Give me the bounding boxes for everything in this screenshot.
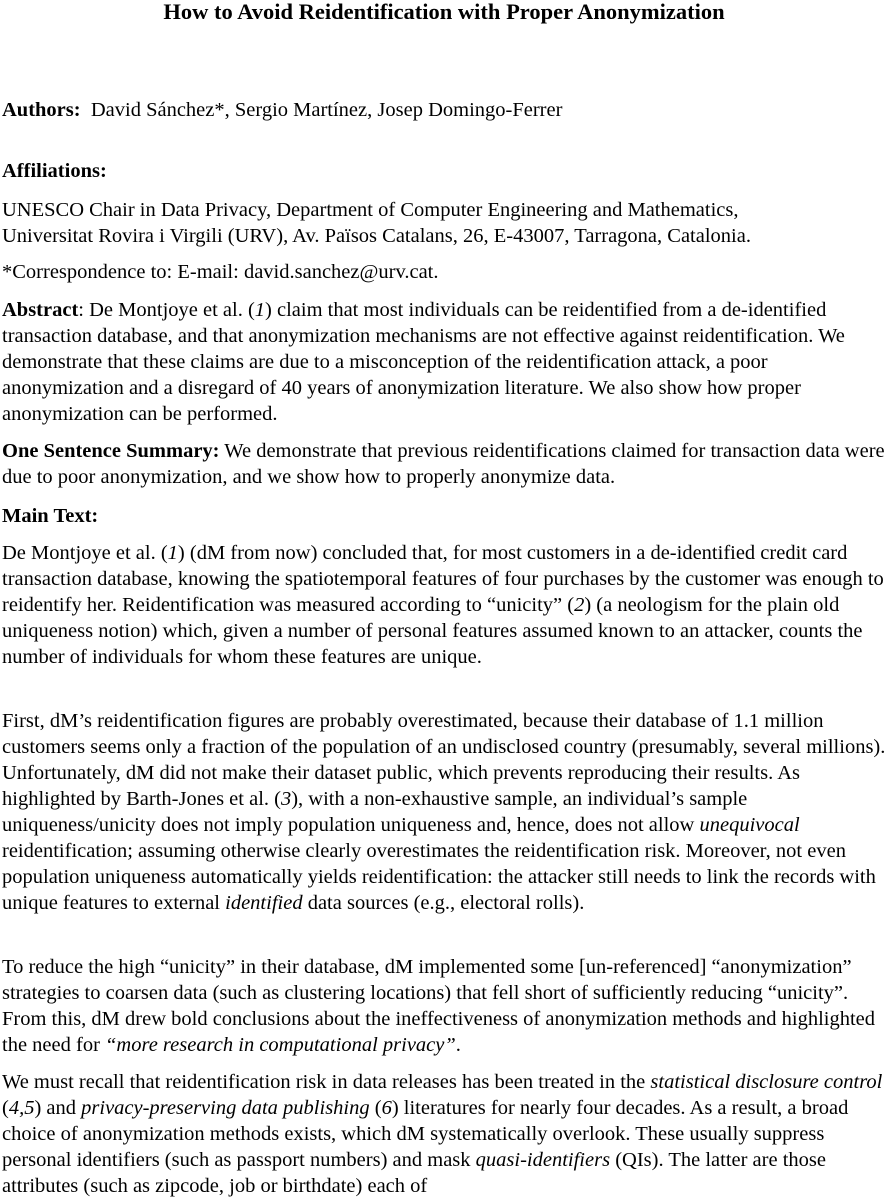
para3-text-1: To reduce the high “unicity” in their database, dM implemented some [un-referenced] “anonymization” strategies to coarsen data (such as clustering locations) that fell short of sufficiently reducing “unicity”. From this, dM drew bold conclusions about the ineffectiveness of anonymization methods and highlighted the need for xyxy=(2,956,876,1056)
correspondence-line: *Correspondence to: E-mail: david.sanchez@urv.cat. xyxy=(2,261,439,283)
para4-emphasis-qi: quasi-identifiers xyxy=(475,1149,611,1171)
affiliations-text xyxy=(2,197,888,249)
abstract-text-2: ) claim that most individuals can be reidentified from a de-identified transaction database, and that anonymization mechanisms are not effective against reidentification. We demonstrate that these claims are due to a misconception of the reidentification attack, a poor anonymization and a disregard of 40 years of anonymization literature. We also show how proper anonymization can be performed. xyxy=(2,299,845,425)
main-paragraph-3 xyxy=(2,954,888,1058)
para2-text-2: ), with a non-exhaustive sample, an individual’s sample uniqueness/unicity does not imply population uniqueness and, hence, does not allow xyxy=(2,788,748,836)
para2-text-3: reidentification; assuming otherwise clearly overestimates the reidentification risk. Moreover, not even population uniqueness automatically yields reidentification: the attacker still needs to link the records with unique features to external xyxy=(2,840,876,914)
para4-text-3: ) and xyxy=(34,1097,82,1119)
summary-label: One Sentence Summary: xyxy=(2,440,220,462)
para4-text-4: ( xyxy=(369,1097,382,1119)
authors-names: David Sánchez*, Sergio Martínez, Josep Domingo-Ferrer xyxy=(90,99,563,121)
para4-text-2: ( xyxy=(2,1097,9,1119)
affiliation-line-2: Universitat Rovira i Virgili (URV), Av. Països Catalans, 26, E-43007, Tarragona, Catalonia. xyxy=(2,225,751,247)
abstract-paragraph xyxy=(2,297,888,427)
para1-text-3: ) (a neologism for the plain old uniqueness notion) which, given a number of personal features assumed known to an attacker, counts the number of individuals for whom these features are unique. xyxy=(2,594,863,668)
main-text-heading: Main Text: xyxy=(2,505,99,527)
para4-text-6: (QIs). The latter are those attributes (such as zipcode, job or birthdate) each of xyxy=(2,1149,826,1197)
paper-title: How to Avoid Reidentification with Proper Anonymization xyxy=(163,0,725,24)
para3-text-2: . xyxy=(455,1034,461,1056)
abstract-label: Abstract xyxy=(2,299,79,321)
para2-text-4: data sources (e.g., electoral rolls). xyxy=(302,892,585,914)
authors-line xyxy=(2,97,888,123)
authors-label: Authors: xyxy=(2,99,81,121)
para1-text-1: De Montjoye et al. ( xyxy=(2,542,168,564)
para1-ref-1: 1 xyxy=(167,542,178,564)
para2-text-1: First, dM’s reidentification figures are probably overestimated, because their database of 1.1 million customers seems only a fraction of the population of an undisclosed country (presumably, several millions). Unfortunately, dM did not make their dataset public, which prevents reproducing their results. As highlighted by Barth-Jones et al. ( xyxy=(2,710,886,810)
para2-emphasis-unequivocal: unequivocal xyxy=(699,814,800,836)
summary-text: We demonstrate that previous reidentifications claimed for transaction data were due to poor anonymization, and we show how to properly anonymize data. xyxy=(2,440,885,488)
para1-text-2: ) (dM from now) concluded that, for most customers in a de-identified credit card transaction database, knowing the spatiotemporal features of four purchases by the customer was enough to reidentify her. Reidentification was measured according to “unicity” ( xyxy=(2,542,884,616)
para3-emphasis-quote: “more research in computational privacy” xyxy=(105,1034,456,1056)
para4-ref-6: 6 xyxy=(381,1097,392,1119)
para4-ref-4-5: 4,5 xyxy=(8,1097,35,1119)
para2-emphasis-identified: identified xyxy=(225,892,303,914)
para2-ref-3: 3 xyxy=(280,788,292,810)
abstract-text-1: : De Montjoye et al. ( xyxy=(78,299,255,321)
para4-emphasis-sdc: statistical disclosure control xyxy=(650,1071,883,1093)
affiliations-label: Affiliations: xyxy=(2,160,107,182)
para4-emphasis-ppdp: privacy-preserving data publishing xyxy=(81,1097,370,1119)
para4-text-1: We must recall that reidentification risk in data releases has been treated in the xyxy=(2,1071,651,1093)
main-paragraph-2 xyxy=(2,708,888,916)
para1-ref-2: 2 xyxy=(574,594,585,616)
abstract-ref-1: 1 xyxy=(254,299,266,321)
affiliation-line-1: UNESCO Chair in Data Privacy, Department of Computer Engineering and Mathematics, xyxy=(2,199,739,221)
summary-paragraph xyxy=(2,438,888,490)
main-paragraph-1 xyxy=(2,540,888,670)
main-paragraph-4 xyxy=(2,1069,888,1199)
para4-text-5: ) literatures for nearly four decades. As a result, a broad choice of anonymization methods exists, which dM systematically overlook. These usually suppress personal identifiers (such as passport numbers) and mask xyxy=(2,1097,849,1171)
